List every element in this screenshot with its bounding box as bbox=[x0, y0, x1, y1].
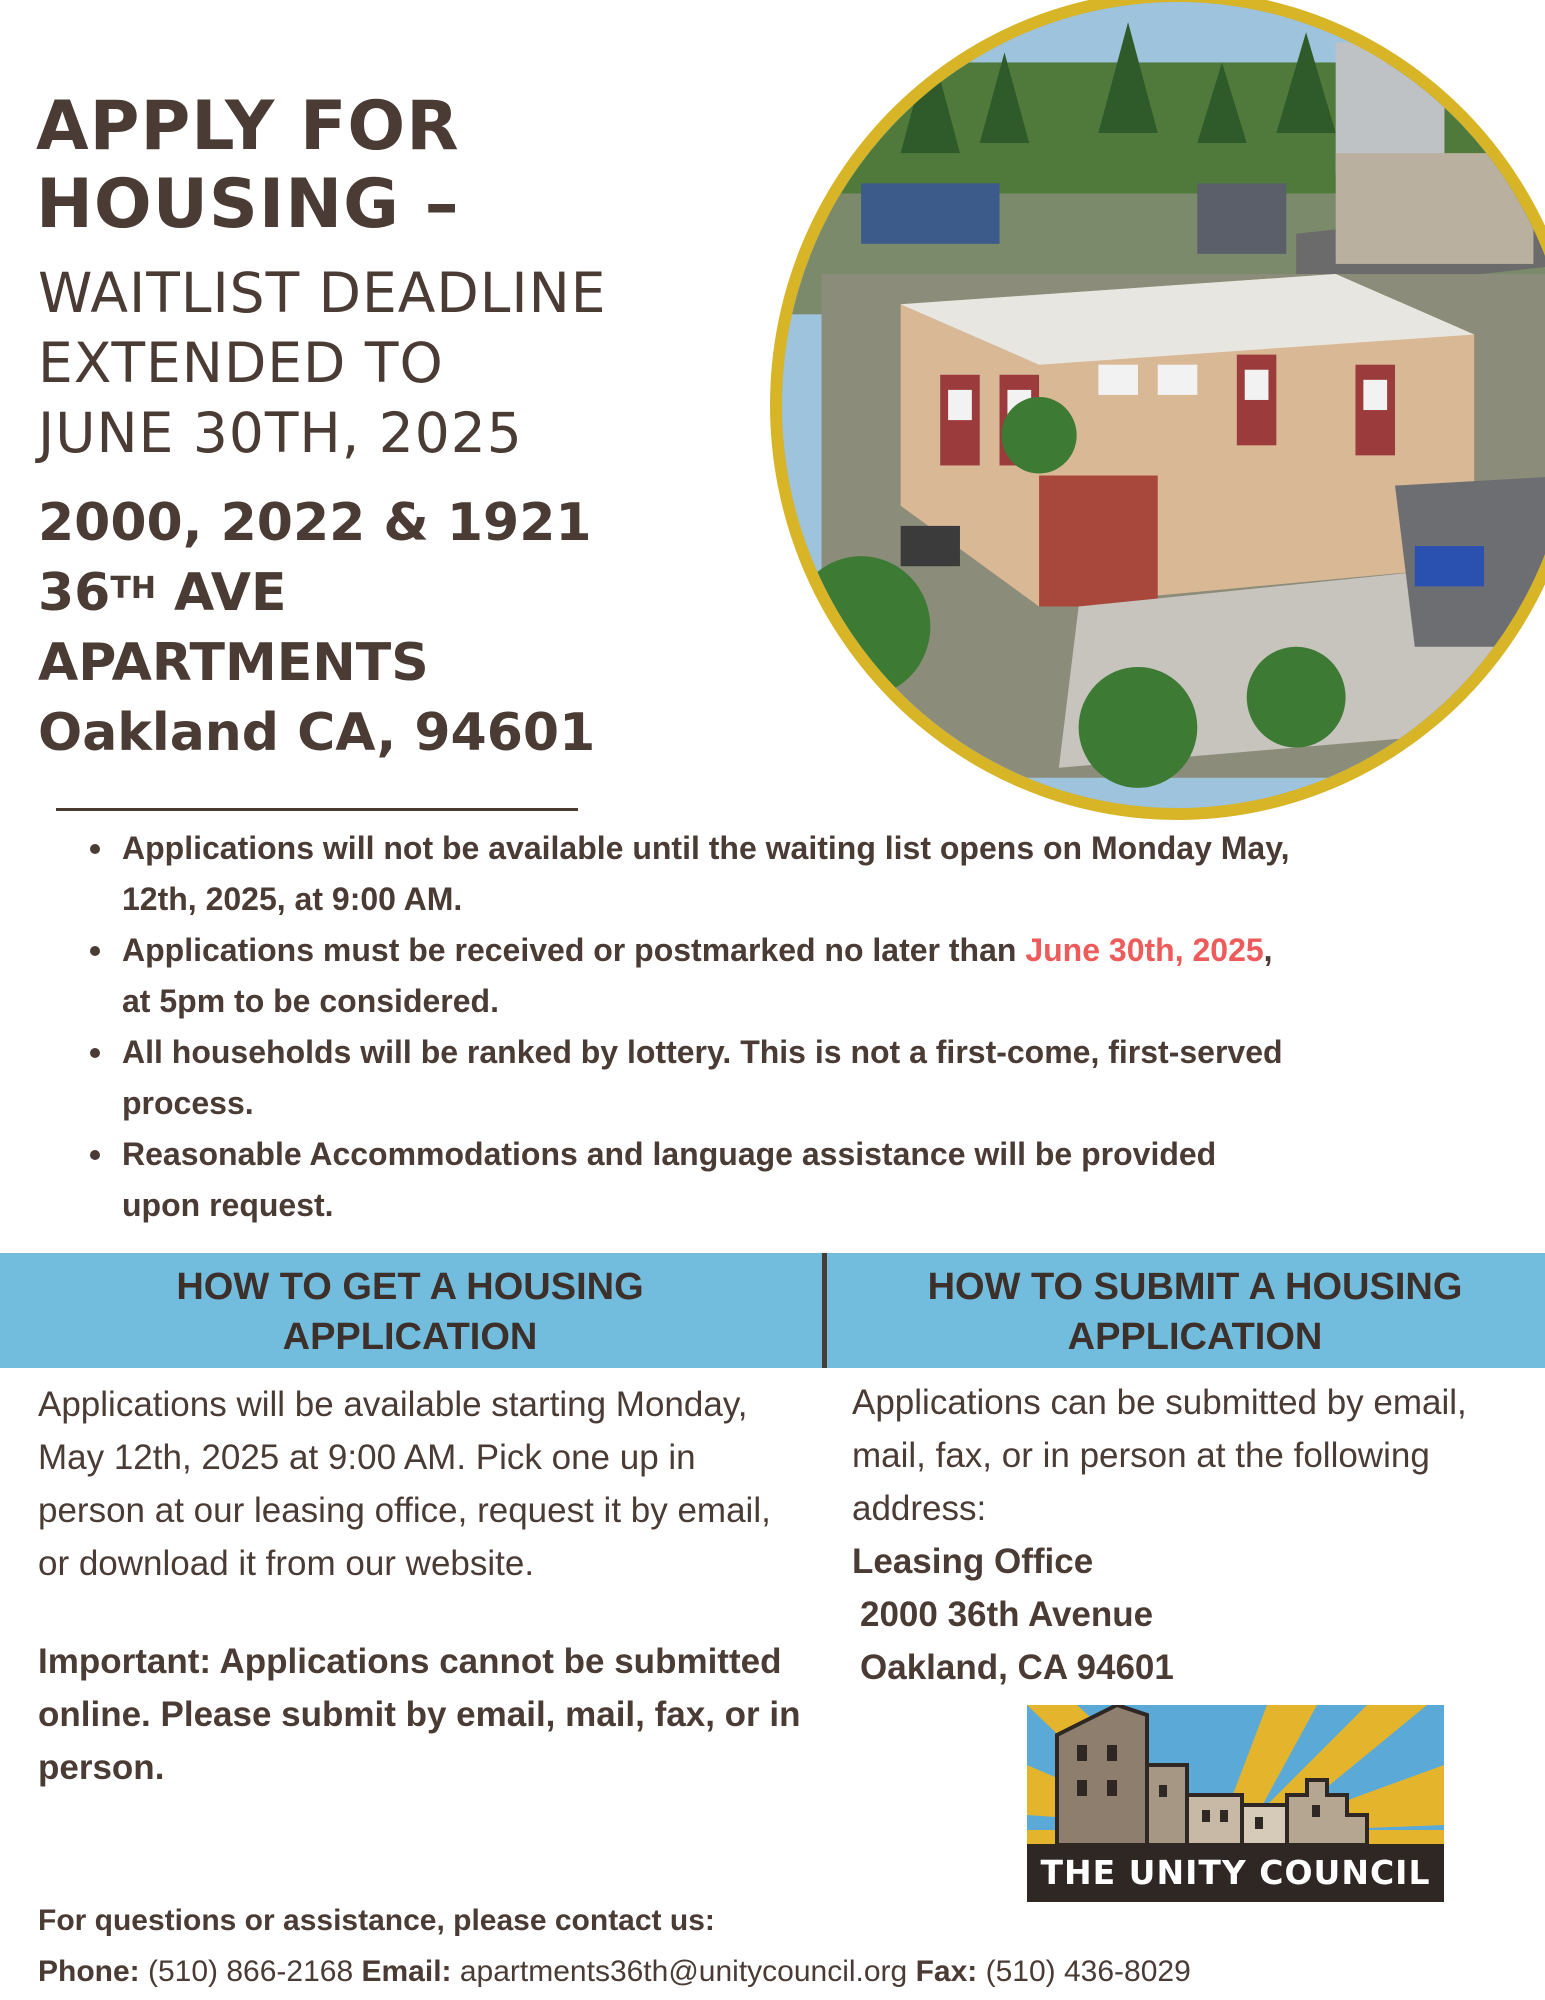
submit-application-heading bbox=[850, 1262, 1540, 1362]
phone-label: Phone: bbox=[38, 1955, 140, 1988]
band-divider bbox=[822, 1253, 827, 1368]
list-item bbox=[90, 1129, 1290, 1231]
logo-wordmark: THE UNITY COUNCIL bbox=[1027, 1844, 1444, 1902]
email-address: apartments36th@unitycouncil.org bbox=[451, 1955, 916, 1988]
building-photo bbox=[770, 0, 1545, 820]
address-line-1: 2000, 2022 & 1921 bbox=[38, 493, 592, 553]
important-notice: Important: Applications cannot be submitted online. Please submit by email, mail, fax, or in person. bbox=[38, 1642, 801, 1787]
leasing-office-label: Leasing Office bbox=[852, 1542, 1094, 1581]
submit-heading-line-2: APPLICATION bbox=[1067, 1316, 1323, 1358]
bullet-text: , at 5pm to be considered. bbox=[122, 932, 1273, 1019]
fax-number: (510) 436-8029 bbox=[977, 1955, 1191, 1988]
bullet-text: Reasonable Accommodations and language assistance will be provided upon request. bbox=[122, 1136, 1217, 1223]
get-heading-line-2: APPLICATION bbox=[282, 1316, 538, 1358]
address-street: AVE bbox=[155, 563, 287, 623]
leasing-office-street: 2000 36th Avenue bbox=[860, 1595, 1154, 1634]
address-ordinal: TH bbox=[110, 571, 156, 606]
address-number: 36 bbox=[38, 563, 111, 623]
address-line-4: Oakland CA, 94601 bbox=[38, 703, 596, 763]
fax-label: Fax: bbox=[915, 1955, 978, 1988]
deadline-line-1: WAITLIST DEADLINE bbox=[38, 261, 607, 325]
bullet-icon bbox=[90, 844, 100, 854]
leasing-office-city: Oakland, CA 94601 bbox=[860, 1648, 1174, 1687]
get-application-body bbox=[38, 1378, 808, 1794]
bullet-text: Applications will not be available until the waiting list opens on Monday May, 12th, 2025, at 9:00 AM. bbox=[122, 830, 1290, 917]
bullet-icon bbox=[90, 1150, 100, 1160]
deadline-line-3: JUNE 30TH, 2025 bbox=[38, 401, 523, 465]
contact-line bbox=[38, 1947, 1538, 1997]
submit-application-body bbox=[852, 1376, 1532, 1694]
submit-application-text: Applications can be submitted by email, mail, fax, or in person at the following address: bbox=[852, 1383, 1467, 1528]
headline-line-2: HOUSING – bbox=[36, 165, 460, 244]
unity-council-logo bbox=[1027, 1705, 1444, 1902]
submit-heading-line-1: HOW TO SUBMIT A HOUSING bbox=[927, 1266, 1463, 1308]
email-label: Email: bbox=[361, 1955, 452, 1988]
get-application-heading bbox=[70, 1262, 750, 1362]
list-item bbox=[90, 1027, 1290, 1129]
phone-number: (510) 866-2168 bbox=[139, 1955, 362, 1988]
list-item bbox=[90, 823, 1290, 925]
address-line-3: APARTMENTS bbox=[38, 633, 429, 693]
contact-info bbox=[38, 1895, 1538, 1997]
property-address bbox=[38, 488, 758, 768]
headline bbox=[36, 88, 756, 244]
application-info-list bbox=[90, 823, 1290, 1231]
deadline-line-2: EXTENDED TO bbox=[38, 331, 444, 395]
get-application-text: Applications will be available starting Monday, May 12th, 2025 at 9:00 AM. Pick one up in person at our leasing office, request it by email, or download it from our website. bbox=[38, 1385, 771, 1583]
bullet-text: Applications must be received or postmarked no later than bbox=[122, 932, 1026, 968]
contact-question: For questions or assistance, please contact us: bbox=[38, 1904, 715, 1937]
bullet-icon bbox=[90, 946, 100, 956]
deadline-highlight: June 30th, 2025 bbox=[1025, 932, 1264, 968]
bullet-text: All households will be ranked by lottery. This is not a first-come, first-served process. bbox=[122, 1034, 1283, 1121]
headline-line-1: APPLY FOR bbox=[36, 87, 460, 166]
bullet-icon bbox=[90, 1048, 100, 1058]
list-item bbox=[90, 925, 1290, 1027]
address-line-2 bbox=[38, 558, 758, 628]
section-divider bbox=[56, 808, 578, 811]
get-heading-line-1: HOW TO GET A HOUSING bbox=[176, 1266, 644, 1308]
deadline-subtitle bbox=[38, 258, 758, 468]
